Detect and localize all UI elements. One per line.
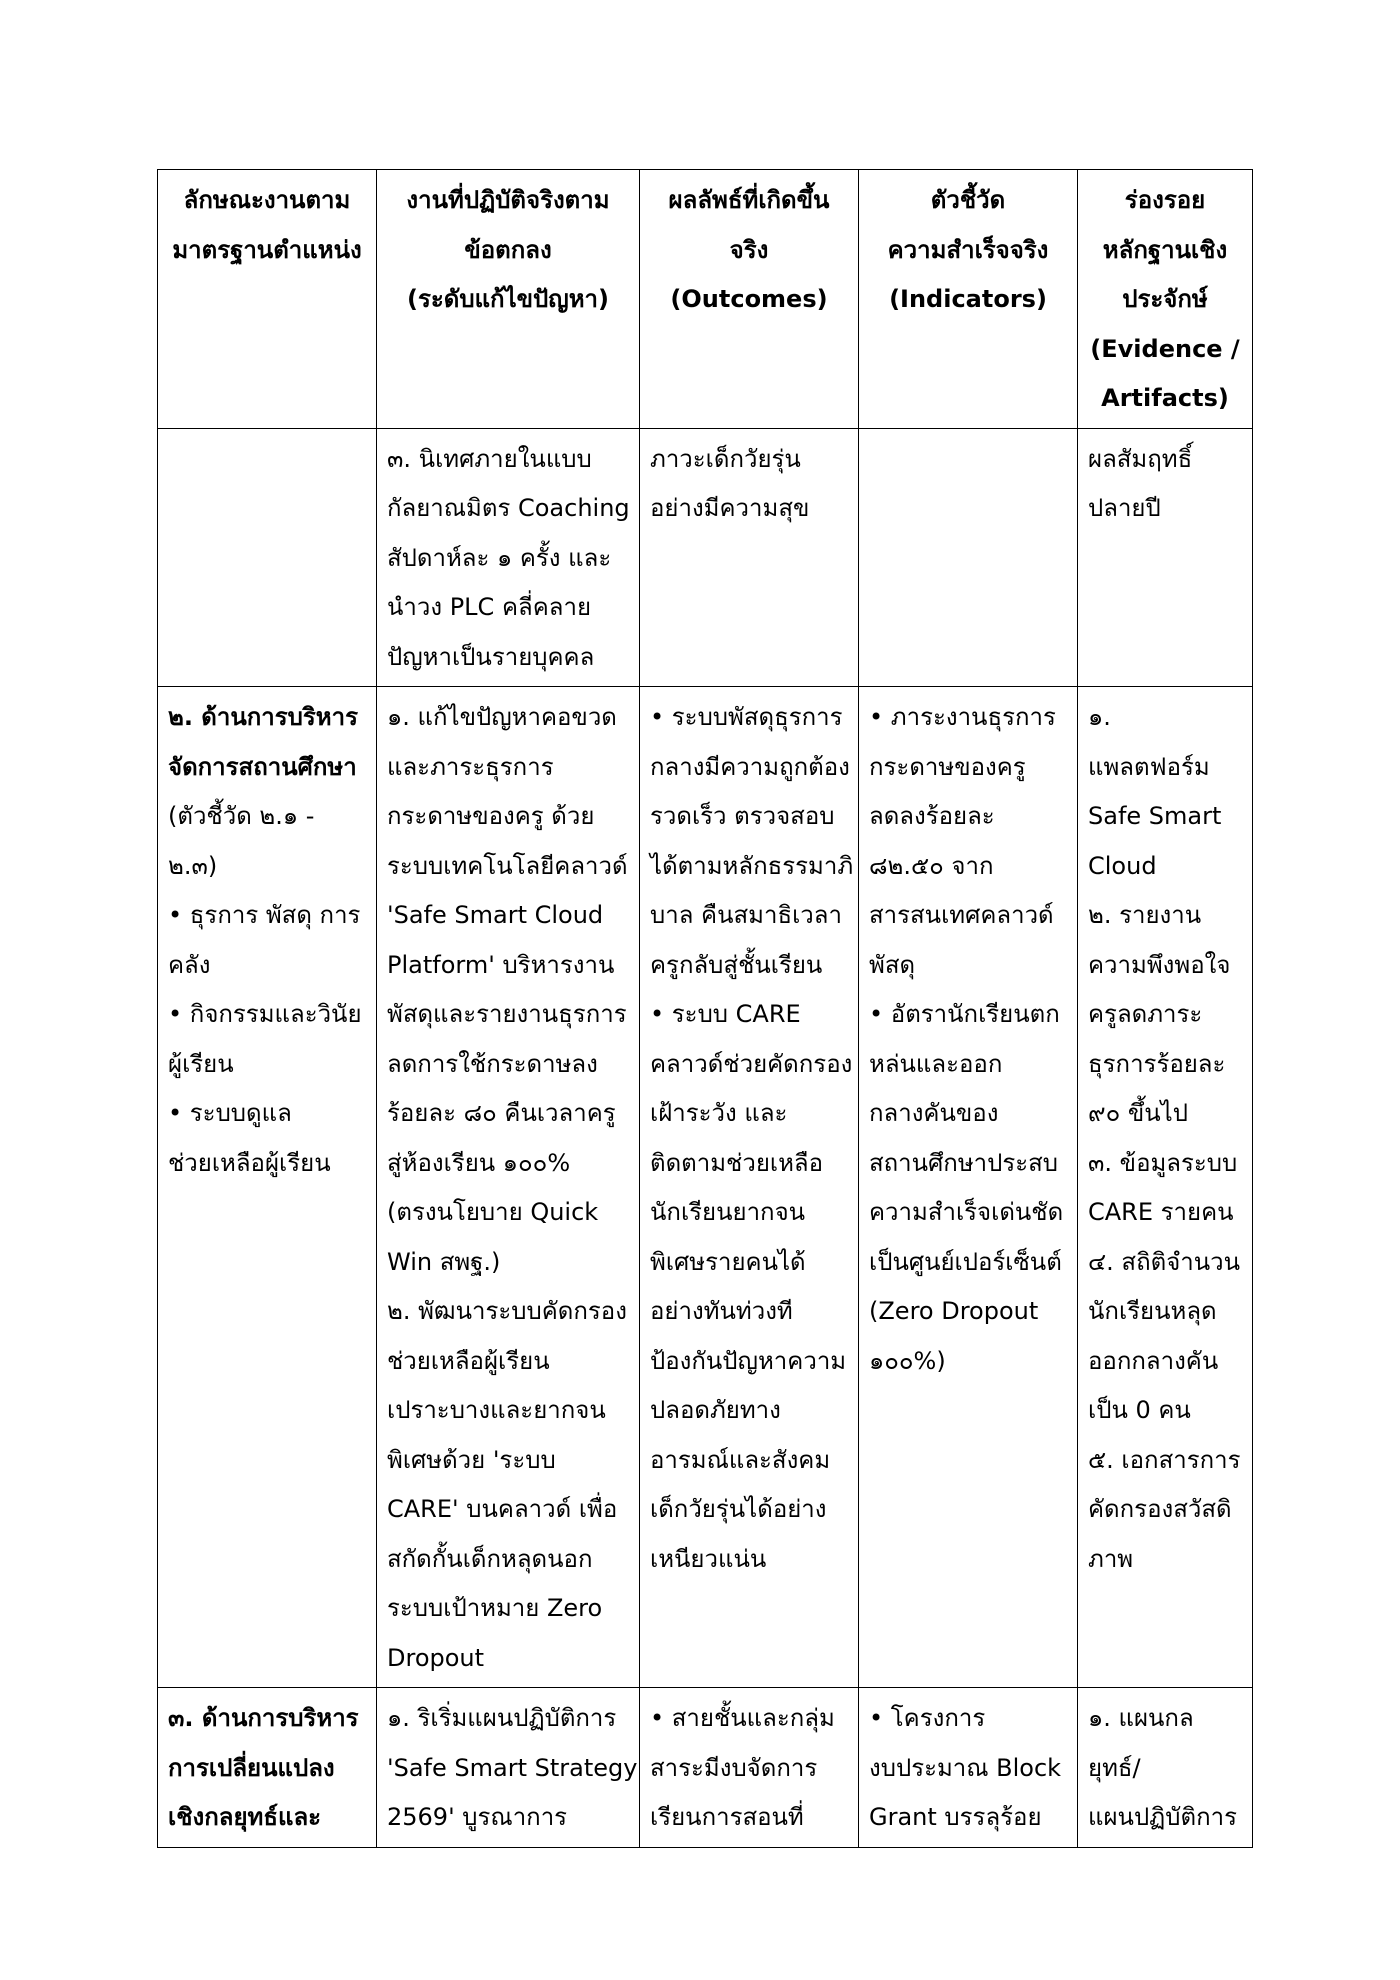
row1-indicator-cell	[859, 428, 1078, 687]
row1-outcome-cell: ภาวะเด็กวัยรุ่น อย่างมีความสุข	[640, 428, 859, 687]
row2-work-cell: ๑. แก้ไขปัญหาคอขวด และภาระธุรการ กระดาษของครู ด้วย ระบบเทคโนโลยีคลาวด์ 'Safe Smart Cloud Platform' บริหารงาน พัสดุและรายงานธุรการ ลดการใช้กระดาษลง ร้อยละ ๘๐ คืนเวลาครู สู่ห้องเรียน ๑๐๐% (ตรงนโยบาย Quick Win สพฐ.) ๒. พัฒนาระบบคัดกรอง ช่วยเหลือผู้เรียน เปราะบางและยากจน พิเศษด้วย 'ระบบ CARE' บนคลาวด์ เพื่อ สกัดกั้นเด็กหลุดนอก ระบบเป้าหมาย Zero Dropout	[377, 687, 640, 1688]
table-row	[158, 1688, 1253, 1848]
header-row	[158, 170, 1253, 429]
header-actual-work: งานที่ปฏิบัติจริงตาม ข้อตกลง (ระดับแก้ไขปัญหา)	[377, 170, 640, 429]
row1-standard-cell	[158, 428, 377, 687]
row3-work-cell: ๑. ริเริ่มแผนปฏิบัติการ 'Safe Smart Strategy 2569' บูรณาการ	[377, 1688, 640, 1848]
row3-indicator-cell: • โครงการ งบประมาณ Block Grant บรรลุร้อย	[859, 1688, 1078, 1848]
header-position-standard: ลักษณะงานตาม มาตรฐานตำแหน่ง	[158, 170, 377, 429]
row1-evidence-cell: ผลสัมฤทธิ์ ปลายปี	[1078, 428, 1253, 687]
header-evidence: ร่องรอย หลักฐานเชิง ประจักษ์ (Evidence / Artifacts)	[1078, 170, 1253, 429]
row3-evidence-cell: ๑. แผนกล ยุทธ์/ แผนปฏิบัติการ	[1078, 1688, 1253, 1848]
row3-outcome-cell: • สายชั้นและกลุ่ม สาระมีงบจัดการ เรียนการสอนที่	[640, 1688, 859, 1848]
table-row	[158, 428, 1253, 687]
row3-standard-cell: ๓. ด้านการบริหาร การเปลี่ยนแปลง เชิงกลยุทธ์และ	[158, 1688, 377, 1848]
header-indicators: ตัวชี้วัด ความสำเร็จจริง (Indicators)	[859, 170, 1078, 429]
table-row	[158, 687, 1253, 1688]
row2-indicator-cell: • ภาระงานธุรการ กระดาษของครู ลดลงร้อยละ ๘๒.๕๐ จาก สารสนเทศคลาวด์ พัสดุ • อัตรานักเรียนตก หล่นและออก กลางคันของ สถานศึกษาประสบ ความสำเร็จเด่นชัด เป็นศูนย์เปอร์เซ็นต์ (Zero Dropout ๑๐๐%)	[859, 687, 1078, 1688]
row1-work-cell: ๓. นิเทศภายในแบบ กัลยาณมิตร Coaching สัปดาห์ละ ๑ ครั้ง และ นำวง PLC คลี่คลาย ปัญหาเป็นรายบุคคล	[377, 428, 640, 687]
row2-outcome-cell: • ระบบพัสดุธุรการ กลางมีความถูกต้อง รวดเร็ว ตรวจสอบ ได้ตามหลักธรรมาภิ บาล คืนสมาธิเวลา ครูกลับสู่ชั้นเรียน • ระบบ CARE คลาวด์ช่วยคัดกรอง เฝ้าระวัง และ ติดตามช่วยเหลือ นักเรียนยากจน พิเศษรายคนได้ อย่างทันท่วงที ป้องกันปัญหาความ ปลอดภัยทาง อารมณ์และสังคม เด็กวัยรุ่นได้อย่าง เหนียวแน่น	[640, 687, 859, 1688]
row2-evidence-cell: ๑. แพลตฟอร์ม Safe Smart Cloud ๒. รายงาน ความพึงพอใจ ครูลดภาระ ธุรการร้อยละ ๙๐ ขึ้นไป ๓. ข้อมูลระบบ CARE รายคน ๔. สถิติจำนวน นักเรียนหลุด ออกกลางคัน เป็น 0 คน ๕. เอกสารการ คัดกรองสวัสดิ ภาพ	[1078, 687, 1253, 1688]
standards-table	[157, 169, 1253, 1848]
row2-standard-cell: ๒. ด้านการบริหาร จัดการสถานศึกษา (ตัวชี้วัด ๒.๑ - ๒.๓) • ธุรการ พัสดุ การ คลัง • กิจกรรมและวินัย ผู้เรียน • ระบบดูแล ช่วยเหลือผู้เรียน	[158, 687, 377, 1688]
header-outcomes: ผลลัพธ์ที่เกิดขึ้น จริง (Outcomes)	[640, 170, 859, 429]
